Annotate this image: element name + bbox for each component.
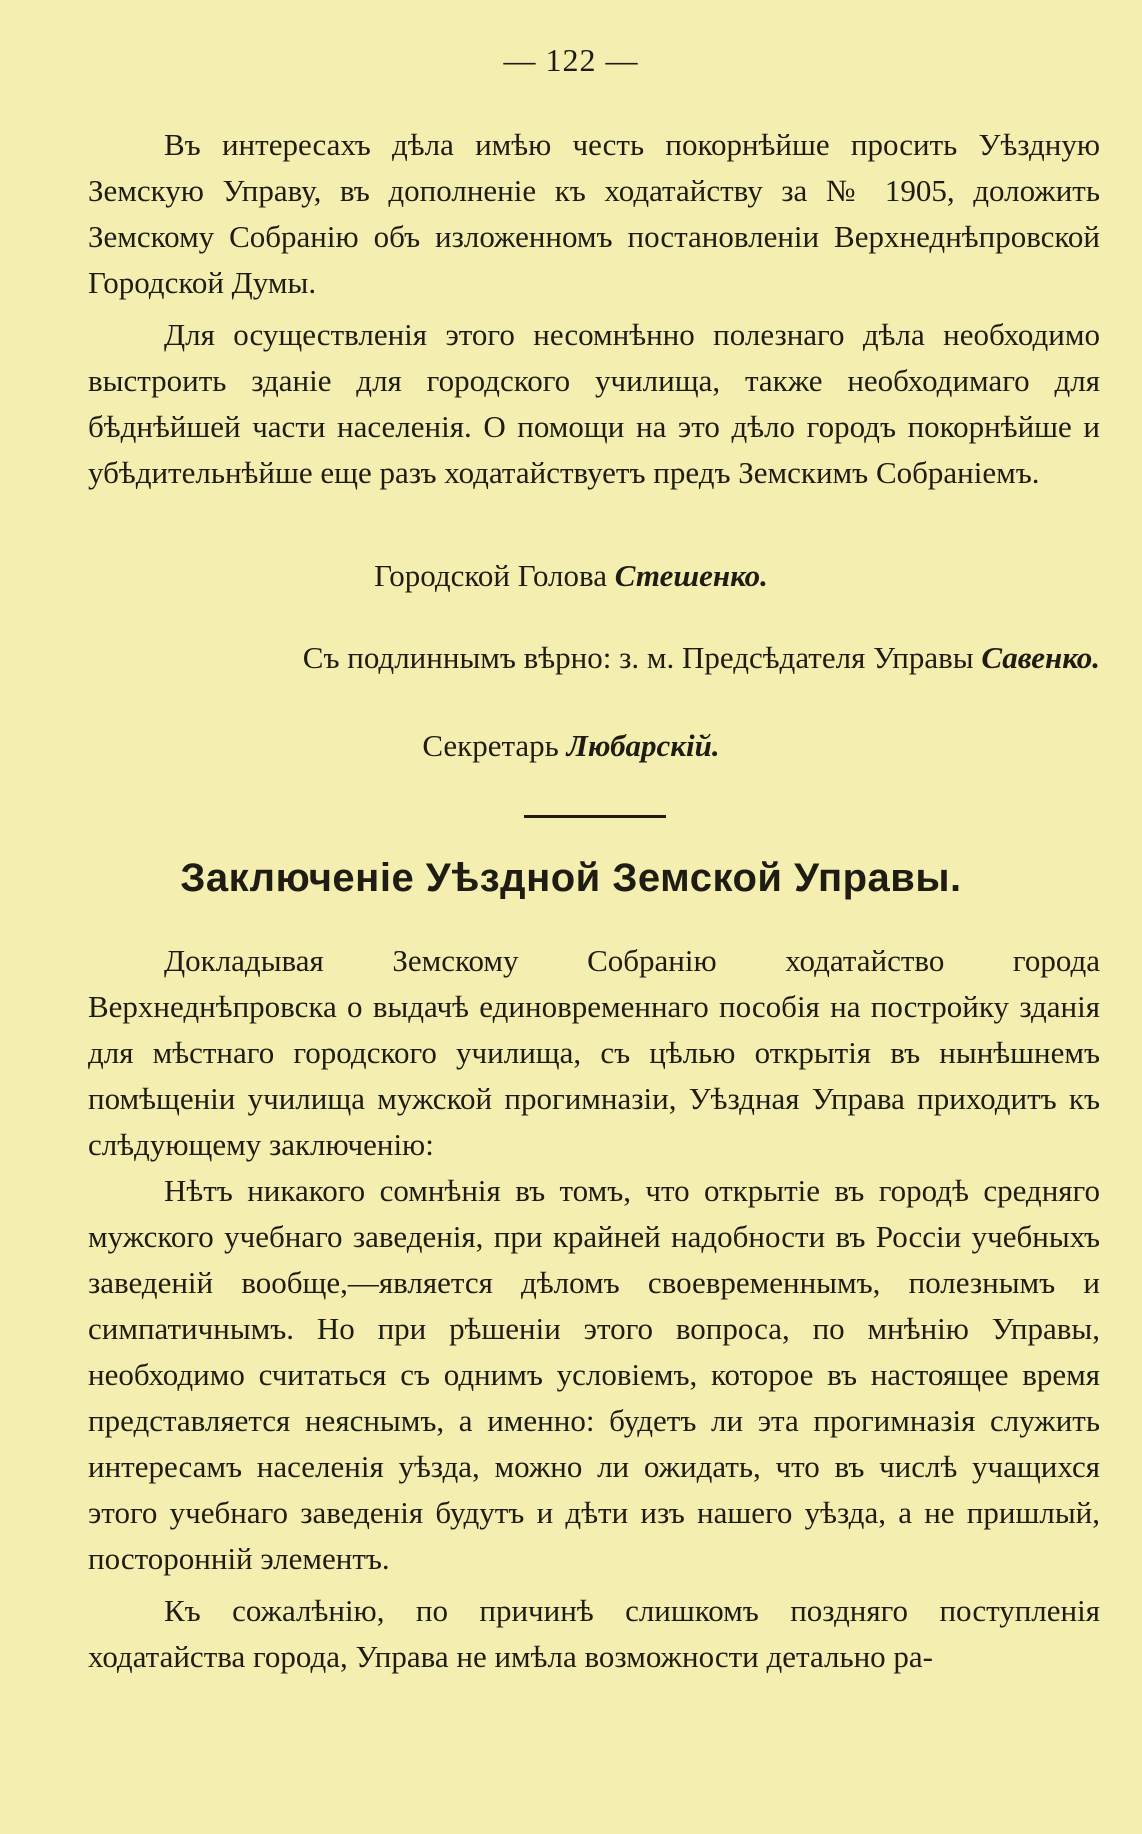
copy-name: Савенко. (981, 640, 1100, 675)
paragraph: Къ сожалѣнію, по причинѣ слишкомъ поздняго поступленія ходатайства города, Управа не имѣла возможности детально ра- (88, 1593, 1100, 1674)
copy-label: Съ подлиннымъ вѣрно: з. м. Предсѣдателя Управы (302, 640, 974, 675)
secretary-signature (0, 728, 1142, 764)
paragraph: Нѣтъ никакого сомнѣнія въ томъ, что открытіе въ городѣ средняго мужского учебнаго заведенія, при крайней надобности въ Россіи учебныхъ заведеній вообще,—является дѣломъ своевременнымъ, полезнымъ и симпатичнымъ. Но при рѣшеніи этого вопроса, по мнѣнію Управы, необходимо считаться съ однимъ условіемъ, которое въ настоящее время представляется неяснымъ, а именно: будетъ ли эта прогимназія служить интересамъ населенія уѣзда, можно ли ожидать, что въ числѣ учащихся этого учебнаго заведенія будутъ и дѣти изъ нашего уѣзда, а не пришлый, посторонній элементъ. (88, 1173, 1100, 1576)
section-heading: Заключеніе Уѣздной Земской Управы. (180, 856, 962, 900)
copy-attestation (58, 640, 1100, 676)
mayor-signature (0, 558, 1142, 594)
mayor-label: Городской Голова (374, 558, 607, 593)
paragraph: Въ интересахъ дѣла имѣю честь покорнѣйше просить Уѣздную Земскую Управу, въ дополненіе къ ходатайству за № 1905, доложить Земскому Собранію объ изложенномъ постановленіи Верхнеднѣпровской Городской Думы. (88, 127, 1100, 300)
paragraph: Докладывая Земскому Собранію ходатайство города Верхнеднѣпровска о выдачѣ единовременнаго пособія на постройку зданія для мѣстнаго городского училища, съ цѣлью открытія въ нынѣшнемъ помѣщеніи училища мужской прогимназіи, Уѣздная Управа приходитъ къ слѣдующему заключенію: (88, 943, 1100, 1162)
paragraph: Для осуществленія этого несомнѣнно полезнаго дѣла необходимо выстроить зданіе для городского училища, также необходимаго для бѣднѣйшей части населенія. О помощи на это дѣло городъ покорнѣйше и убѣдительнѣйше еще разъ ходатайствуетъ предъ Земскимъ Собраніемъ. (88, 317, 1100, 490)
section2-text (88, 938, 1100, 1680)
secretary-label: Секретарь (422, 728, 559, 763)
page-number: — 122 — (503, 42, 639, 78)
section-divider (524, 815, 666, 818)
mayor-name: Стешенко. (614, 558, 768, 593)
secretary-name: Любарскій. (566, 728, 720, 763)
section1-text (88, 122, 1100, 496)
